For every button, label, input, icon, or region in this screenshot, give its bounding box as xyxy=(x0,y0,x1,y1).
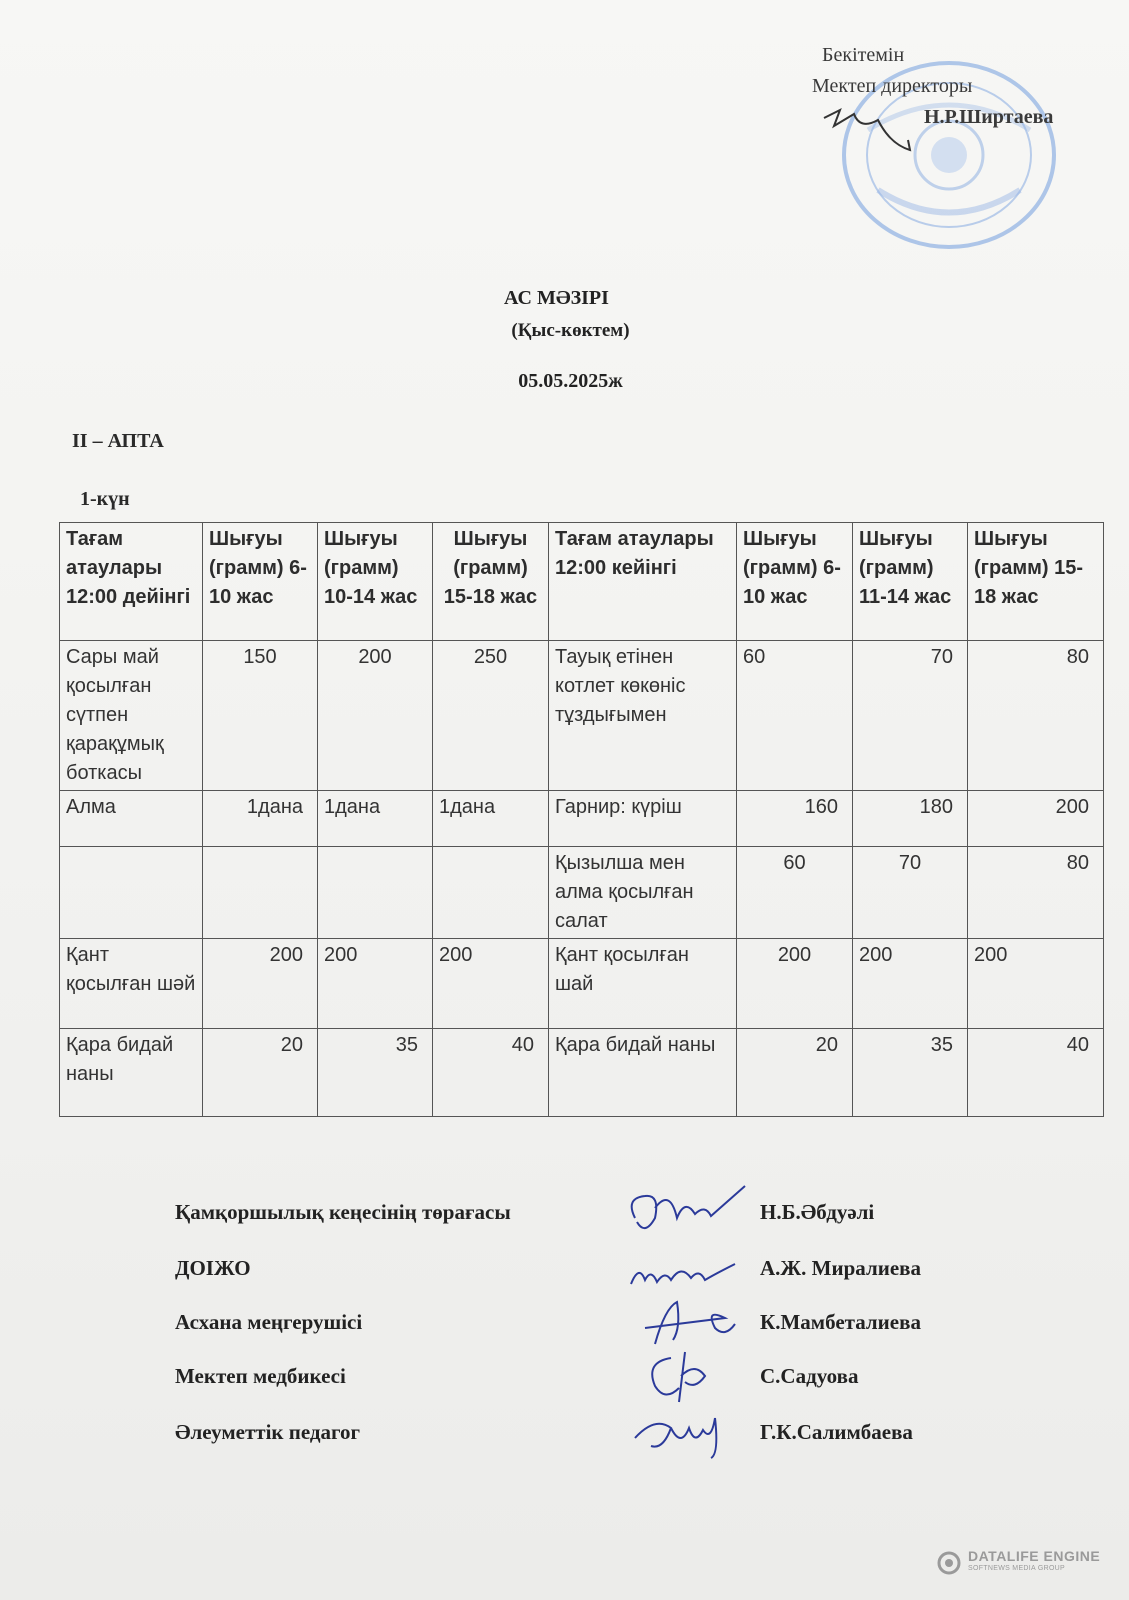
approval-name: Н.Р.Ширтаева xyxy=(924,106,1054,128)
signatory-name: Г.К.Салимбаева xyxy=(760,1420,913,1444)
menu-title: АС МӘЗІРІ xyxy=(504,287,609,309)
table-row xyxy=(60,847,1104,939)
table-cell: 1дана xyxy=(318,791,433,847)
table-cell: Қара бидай наны xyxy=(60,1029,203,1117)
table-header-row xyxy=(60,523,1104,641)
table-cell: 60 xyxy=(737,641,853,791)
watermark-title: DATALIFE ENGINE xyxy=(968,1548,1101,1564)
signatory-role: ДОІЖО xyxy=(175,1256,251,1280)
signatory-row xyxy=(175,1310,995,1360)
header-cell: Шығуы (грамм) 10-14 жас xyxy=(318,523,433,641)
signatory-role: Асхана меңгерушісі xyxy=(175,1310,363,1334)
table-cell: Тауық етінен котлет көкөніс тұздығымен xyxy=(549,641,737,791)
header-cell: Шығуы (грамм) 6-10 жас xyxy=(737,523,853,641)
table-cell: 80 xyxy=(968,641,1104,791)
table-cell: 70 xyxy=(853,641,968,791)
table-row xyxy=(60,939,1104,1029)
table-cell: 1дана xyxy=(203,791,318,847)
signatory-name: А.Ж. Миралиева xyxy=(760,1256,922,1280)
header-cell: Шығуы (грамм) 11-14 жас xyxy=(853,523,968,641)
signatory-row xyxy=(175,1200,995,1250)
table-cell: 20 xyxy=(203,1029,318,1117)
table-cell: 200 xyxy=(737,939,853,1029)
table-cell: Сары май қосылған сүтпен қарақұмық боткасы xyxy=(60,641,203,791)
approval-position: Мектеп директоры xyxy=(812,75,973,97)
header-cell: Тағам атаулары 12:00 дейінгі xyxy=(60,523,203,641)
signatory-role: Мектеп медбикесі xyxy=(175,1364,346,1388)
table-cell: 150 xyxy=(203,641,318,791)
table-cell: 200 xyxy=(318,939,433,1029)
signatory-role: Әлеуметтік педагог xyxy=(175,1420,361,1444)
table-cell: 200 xyxy=(968,939,1104,1029)
table-cell: 200 xyxy=(853,939,968,1029)
menu-season: (Қыс-көктем) xyxy=(511,320,630,341)
director-signature xyxy=(820,100,940,160)
table-cell: Гарнир: күріш xyxy=(549,791,737,847)
table-cell xyxy=(60,847,203,939)
table-cell: 35 xyxy=(318,1029,433,1117)
table-row xyxy=(60,641,1104,791)
week-label: ІІ – АПТА xyxy=(72,430,164,452)
table-cell: Алма xyxy=(60,791,203,847)
table-cell: 35 xyxy=(853,1029,968,1117)
handwritten-signature xyxy=(615,1398,755,1464)
approval-line: Бекітемін xyxy=(822,44,905,66)
table-cell: 20 xyxy=(737,1029,853,1117)
table-cell: 60 xyxy=(737,847,853,939)
table-cell xyxy=(433,847,549,939)
menu-date: 05.05.2025ж xyxy=(518,370,623,392)
table-cell: 180 xyxy=(853,791,968,847)
table-cell: Қызылша мен алма қосылған салат xyxy=(549,847,737,939)
table-cell: Қант қосылған шай xyxy=(549,939,737,1029)
day-label: 1-күн xyxy=(80,488,130,510)
signatory-name: С.Садуова xyxy=(760,1364,859,1388)
table-cell: 250 xyxy=(433,641,549,791)
signatory-row xyxy=(175,1256,995,1306)
header-cell: Шығуы (грамм) 15-18 жас xyxy=(968,523,1104,641)
table-cell: 200 xyxy=(318,641,433,791)
watermark xyxy=(936,1548,1116,1578)
table-cell: Қант қосылған шәй xyxy=(60,939,203,1029)
table-row xyxy=(60,1029,1104,1117)
signatory-name: Н.Б.Әбдуәлі xyxy=(760,1200,875,1224)
signatory-role: Қамқоршылық кеңесінің төрағасы xyxy=(175,1200,511,1224)
table-row xyxy=(60,791,1104,847)
table-cell: 200 xyxy=(203,939,318,1029)
table-cell: Қара бидай наны xyxy=(549,1029,737,1117)
table-cell: 1дана xyxy=(433,791,549,847)
table-cell: 160 xyxy=(737,791,853,847)
signatory-name: К.Мамбеталиева xyxy=(760,1310,921,1334)
table-cell: 40 xyxy=(968,1029,1104,1117)
header-cell: Шығуы (грамм) 6-10 жас xyxy=(203,523,318,641)
signatory-row xyxy=(175,1420,995,1470)
table-cell xyxy=(318,847,433,939)
datalife-logo-icon xyxy=(936,1550,962,1576)
table-cell: 200 xyxy=(433,939,549,1029)
menu-table xyxy=(59,522,1104,1117)
table-cell xyxy=(203,847,318,939)
header-cell: Тағам атаулары 12:00 кейінгі xyxy=(549,523,737,641)
table-cell: 80 xyxy=(968,847,1104,939)
watermark-subtitle: SOFTNEWS MEDIA GROUP xyxy=(968,1565,1066,1572)
table-cell: 40 xyxy=(433,1029,549,1117)
table-cell: 70 xyxy=(853,847,968,939)
table-cell: 200 xyxy=(968,791,1104,847)
header-cell: Шығуы (грамм) 15-18 жас xyxy=(433,523,549,641)
signatory-row xyxy=(175,1364,995,1414)
